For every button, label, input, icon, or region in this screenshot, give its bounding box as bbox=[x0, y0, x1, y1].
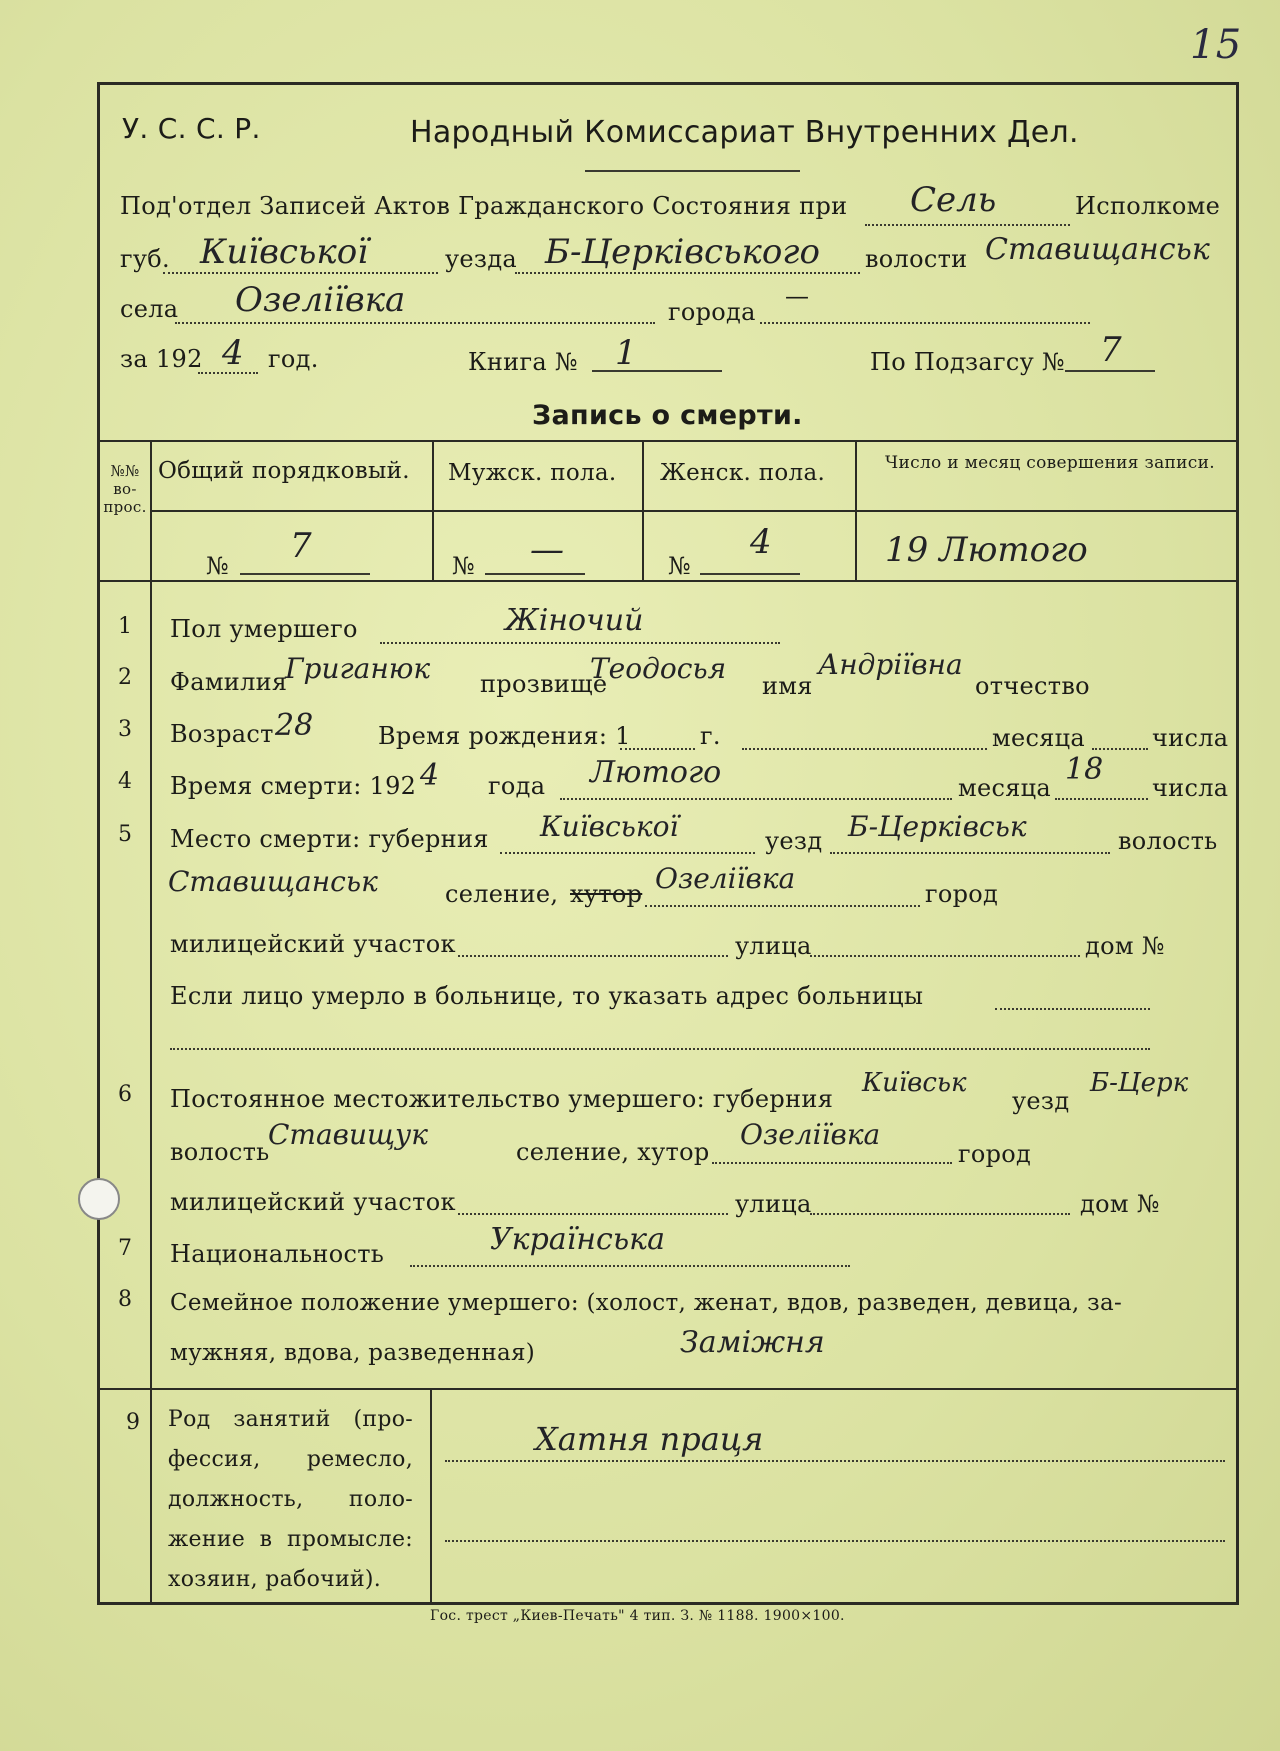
general-line bbox=[240, 573, 370, 575]
col-nn-header: №№ во- прос. bbox=[103, 462, 147, 516]
male-no-sign: № bbox=[452, 552, 476, 580]
f5-num: 5 bbox=[118, 822, 132, 847]
printer-imprint: Гос. трест „Киев-Печать" 4 тип. З. № 1188. 1900×100. bbox=[430, 1608, 845, 1624]
f3-age-label: Возраст bbox=[170, 720, 274, 748]
f3-month-line bbox=[742, 748, 987, 750]
f5-gub-value: Київської bbox=[540, 810, 679, 843]
table-bottom-rule bbox=[97, 580, 1239, 582]
f6-selenie-value: Озеліївка bbox=[740, 1118, 881, 1151]
volost-label: волости bbox=[865, 245, 968, 273]
f3-year-line bbox=[620, 748, 695, 750]
f4-goda-label: года bbox=[488, 772, 546, 800]
f4-day-value: 18 bbox=[1065, 752, 1104, 787]
year-prefix: за 192 bbox=[120, 345, 203, 373]
f5-militia-line bbox=[458, 955, 728, 957]
page-number: 15 bbox=[1190, 22, 1242, 68]
col-female-header: Женск. пола. bbox=[660, 460, 826, 486]
f5-dom-label: дом № bbox=[1085, 932, 1165, 960]
gub-label: губ. bbox=[120, 245, 170, 273]
f4-month-value: Лютого bbox=[590, 755, 722, 790]
podzagsu-line bbox=[1065, 370, 1155, 372]
ministry-title: Народный Комиссариат Внутренних Дел. bbox=[410, 115, 1079, 150]
f6-uezd-label: уезд bbox=[1012, 1087, 1070, 1115]
f6-label: Постоянное местожительство умершего: губерния bbox=[170, 1085, 834, 1113]
f6-gub-value: Київськ bbox=[862, 1068, 967, 1098]
f9-value: Хатня праця bbox=[535, 1420, 764, 1458]
female-line bbox=[700, 573, 800, 575]
f6-militia-label: милицейский участок bbox=[170, 1188, 456, 1216]
uezd-value: Б-Церківського bbox=[545, 232, 820, 272]
f5-hospital-line-1 bbox=[995, 1008, 1150, 1010]
table-mid-rule bbox=[152, 510, 1237, 512]
f4-year-value: 4 bbox=[420, 758, 440, 793]
f1-label: Пол умершего bbox=[170, 615, 358, 643]
sela-value: Озеліївка bbox=[235, 280, 406, 320]
f2-patron-label: отчество bbox=[975, 672, 1090, 700]
f6-selenie-line bbox=[712, 1162, 952, 1164]
f2-nick-label: прозвище bbox=[480, 670, 608, 698]
f5-hospital-label: Если лицо умерло в больнице, то указать адрес больницы bbox=[170, 982, 924, 1010]
f5-volost-label: волость bbox=[1118, 827, 1218, 855]
goroda-label: города bbox=[668, 298, 756, 326]
f5-volost-value: Ставищанськ bbox=[168, 865, 378, 898]
f6-uezd-value: Б-Церк bbox=[1090, 1068, 1189, 1098]
f9-line-1 bbox=[445, 1460, 1225, 1462]
general-value: 7 bbox=[290, 526, 312, 566]
header-rule bbox=[585, 170, 800, 172]
f1-line bbox=[380, 642, 780, 644]
male-value: — bbox=[530, 530, 564, 570]
f9-line-2 bbox=[445, 1540, 1225, 1542]
f7-line bbox=[410, 1265, 850, 1267]
f9-top-rule bbox=[97, 1388, 1239, 1390]
f5-ulica-line bbox=[810, 955, 1080, 957]
f4-label: Время смерти: 192 bbox=[170, 772, 417, 800]
f8-num: 8 bbox=[118, 1287, 132, 1312]
female-value: 4 bbox=[750, 522, 772, 562]
f5-hutor-label: хутор bbox=[570, 880, 643, 908]
goroda-line bbox=[760, 322, 1090, 324]
table-col-3 bbox=[642, 440, 644, 580]
table-col-2 bbox=[432, 440, 434, 580]
year-suffix: год. bbox=[268, 345, 319, 373]
f5-selenie-line bbox=[645, 905, 920, 907]
gub-value: Київської bbox=[200, 232, 369, 272]
table-col-1 bbox=[150, 440, 152, 1603]
f3-month-label: месяца bbox=[992, 724, 1085, 752]
f5-uezd-label: уезд bbox=[765, 827, 823, 855]
f4-num: 4 bbox=[118, 769, 132, 794]
punch-hole bbox=[78, 1178, 120, 1220]
book-value: 1 bbox=[615, 333, 637, 373]
subdept-suffix: Исполкоме bbox=[1075, 192, 1221, 220]
uezd-line bbox=[515, 272, 860, 274]
f8-line1: Семейное положение умершего: (холост, женат, вдов, разведен, девица, за- bbox=[170, 1290, 1123, 1316]
f8-value: Заміжня bbox=[680, 1325, 825, 1360]
f2-surname-label: Фамилия bbox=[170, 668, 288, 696]
f5-gub-line bbox=[500, 852, 755, 854]
f5-selenie-value: Озеліївка bbox=[655, 862, 796, 895]
general-no-sign: № bbox=[206, 552, 230, 580]
f4-month-label: месяца bbox=[958, 774, 1051, 802]
f6-militia-line bbox=[458, 1213, 728, 1215]
sela-line bbox=[175, 322, 655, 324]
f6-ulica-line bbox=[810, 1213, 1070, 1215]
f7-label: Национальность bbox=[170, 1240, 385, 1268]
gub-line bbox=[163, 272, 438, 274]
f3-num: 3 bbox=[118, 717, 132, 742]
f6-num: 6 bbox=[118, 1082, 132, 1107]
f2-surname-value: Григанюк bbox=[285, 652, 431, 685]
f3-day-label: числа bbox=[1152, 724, 1229, 752]
podzagsu-value: 7 bbox=[1100, 330, 1122, 370]
goroda-value: — bbox=[785, 282, 810, 310]
f5-hospital-line-2 bbox=[170, 1048, 1150, 1050]
col-male-header: Мужск. пола. bbox=[448, 460, 617, 486]
f6-ulica-label: улица bbox=[735, 1190, 812, 1218]
f3-g-label: г. bbox=[700, 722, 721, 750]
f4-day-line bbox=[1055, 798, 1148, 800]
subdept-value: Сель bbox=[910, 180, 997, 220]
f5-uezd-value: Б-Церківськ bbox=[848, 810, 1027, 843]
sela-label: села bbox=[120, 295, 179, 323]
f3-day-line bbox=[1092, 748, 1148, 750]
f5-label: Место смерти: губерния bbox=[170, 825, 489, 853]
ussr-label: У. С. С. Р. bbox=[122, 112, 261, 145]
f7-value: Українська bbox=[490, 1222, 665, 1257]
f5-uezd-line bbox=[830, 852, 1110, 854]
f6-dom-label: дом № bbox=[1080, 1190, 1160, 1218]
f6-selenie-label: селение, хутор bbox=[516, 1138, 710, 1166]
f2-patron-value: Андріївна bbox=[818, 648, 963, 681]
f5-militia-label: милицейский участок bbox=[170, 930, 456, 958]
f9-divider bbox=[430, 1388, 432, 1603]
f8-line2: мужняя, вдова, разведенная) bbox=[170, 1340, 536, 1366]
f2-name-label: имя bbox=[762, 672, 813, 700]
volost-value: Ставищанськ bbox=[985, 232, 1210, 267]
year-value: 4 bbox=[222, 333, 244, 373]
f6-volost-label: волость bbox=[170, 1138, 270, 1166]
f7-num: 7 bbox=[118, 1236, 132, 1261]
f6-volost-value: Ставищук bbox=[268, 1118, 428, 1151]
col-general-header: Общий порядковый. bbox=[158, 458, 410, 484]
f5-selenie-label: селение, bbox=[445, 880, 559, 908]
f1-value: Жіночий bbox=[505, 603, 644, 638]
f3-age-value: 28 bbox=[275, 708, 314, 743]
book-line bbox=[592, 370, 722, 372]
f2-num: 2 bbox=[118, 665, 132, 690]
subdept-prefix: Под'отдел Записей Актов Гражданского Состояния при bbox=[120, 192, 848, 220]
podzagsu-label: По Подзагсу № bbox=[870, 348, 1065, 376]
f5-gorod-label: город bbox=[925, 880, 999, 908]
col-date-header: Число и месяц совершения записи. bbox=[885, 453, 1215, 473]
male-line bbox=[485, 573, 585, 575]
female-no-sign: № bbox=[668, 552, 692, 580]
table-col-4 bbox=[855, 440, 857, 580]
record-title: Запись о смерти. bbox=[532, 400, 803, 431]
book-label: Книга № bbox=[468, 348, 578, 376]
f5-ulica-label: улица bbox=[735, 932, 812, 960]
f2-name-value: Теодосья bbox=[590, 652, 727, 685]
date-value: 19 Лютого bbox=[885, 530, 1088, 570]
f9-label: Род занятий (про- фессия, ремесло, должность, поло- жение в промысле: хозяин, рабочий). bbox=[168, 1407, 413, 1592]
f9-num: 9 bbox=[126, 1410, 140, 1435]
f3-birth-label: Время рождения: 1 bbox=[378, 722, 631, 750]
f4-day-label: числа bbox=[1152, 774, 1229, 802]
f4-month-line bbox=[560, 798, 952, 800]
subdept-line bbox=[865, 224, 1070, 226]
f6-gorod-label: город bbox=[958, 1140, 1032, 1168]
f1-num: 1 bbox=[118, 614, 132, 639]
uezd-label: уезда bbox=[445, 245, 517, 273]
table-top-rule bbox=[97, 440, 1239, 442]
